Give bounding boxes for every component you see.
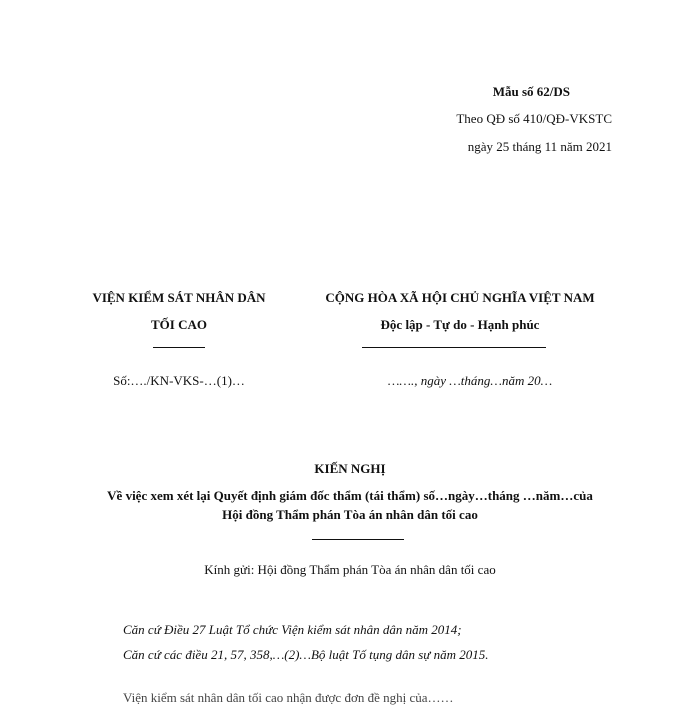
recipient-line: Kính gửi: Hội đồng Thẩm phán Tòa án nhân dân tối cao <box>204 562 496 577</box>
body-text-cutoff: Viện kiểm sát nhân dân tối cao nhận được đơn đề nghị của…… <box>123 690 454 705</box>
form-date: ngày 25 tháng 11 năm 2021 <box>467 139 612 154</box>
country-motto: Độc lập - Tự do - Hạnh phúc <box>380 317 540 332</box>
agency-underline <box>153 347 205 348</box>
subject-line-2: Hội đồng Thẩm phán Tòa án nhân dân tối cao <box>222 507 478 522</box>
agency-name-line1: VIỆN KIỂM SÁT NHÂN DÂN <box>92 290 266 305</box>
legal-basis-1: Căn cứ Điều 27 Luật Tổ chức Viện kiểm sát nhân dân năm 2014; <box>123 622 462 637</box>
subject-line-1: Về việc xem xét lại Quyết định giám đốc thẩm (tái thẩm) số…ngày…tháng …năm…của <box>107 488 593 503</box>
form-number: Mẫu số 62/DS <box>492 84 570 99</box>
form-reference: Theo QĐ số 410/QĐ-VKSTC <box>456 111 612 126</box>
subject-underline <box>312 539 404 540</box>
country-name: CỘNG HÒA XÃ HỘI CHỦ NGHĨA VIỆT NAM <box>325 290 595 305</box>
country-underline <box>362 347 546 348</box>
legal-basis-2: Căn cứ các điều 21, 57, 358,…(2)…Bộ luật Tố tụng dân sự năm 2015. <box>123 647 489 662</box>
agency-name-line2: TỐI CAO <box>151 317 207 332</box>
document-number: Số:…./KN-VKS-…(1)… <box>113 373 245 388</box>
document-title: KIẾN NGHỊ <box>314 461 386 476</box>
place-date: ……., ngày …tháng…năm 20… <box>387 373 553 388</box>
